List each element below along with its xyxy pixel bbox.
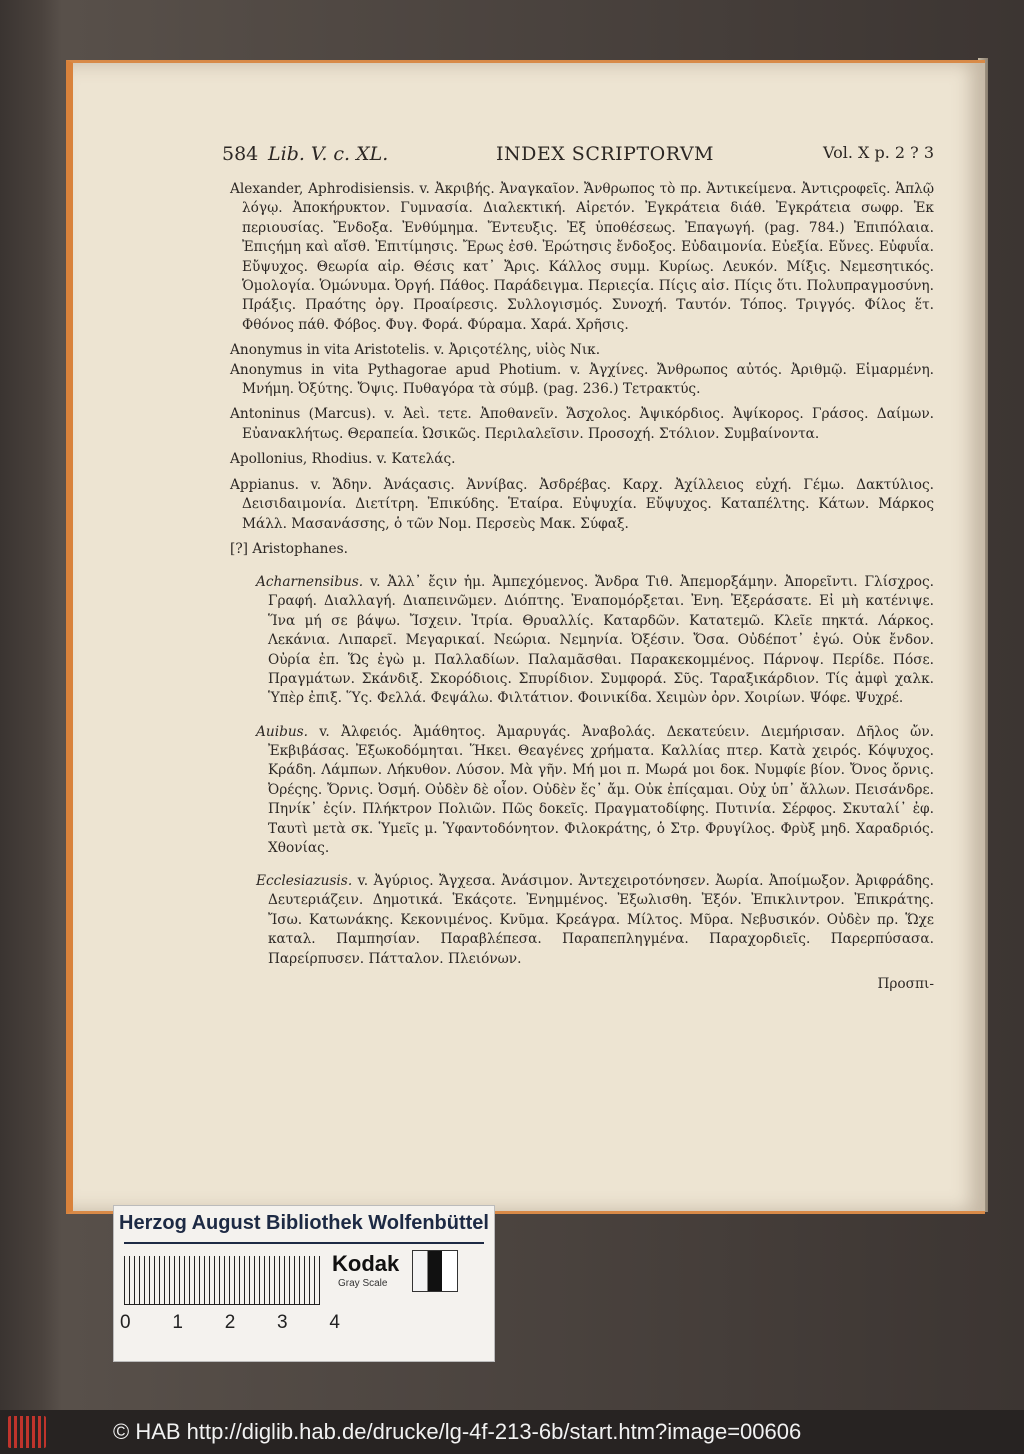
gray-scale-label: Gray Scale	[338, 1278, 388, 1289]
index-subentry	[230, 573, 934, 709]
index-entry: Alexander, Aphrodisiensis. v. Ἀκριβής. Ἀναγκαῖον. Ἄνθρωπος τὸ πρ. Ἀντικείμενα. Ἀντιςροφεῖς. Ἁπλῷ λόγῳ. Ἀποκήρυκτον. Γυμνασία. Διαλεκτική. Αἱρετόν. Ἐγκράτεια διάθ. Ἐγκράτεια σωφρ. Ἐκ περιουσίας. Ἔνδοξα. Ἐνθύμημα. Ἔντευξις. Ἐξ ὑποθέσεως. Ἐπαγωγή. (pag. 784.) Ἐπιπόλαια. Ἐπιςήμη καὶ αἴσθ. Ἐπιτίμησις. Ἔρως ἐσθ. Ἐρώτησις ἔνδοξος. Εὐδαιμονία. Εὐεξία. Εὔνες. Εὐφυΐα. Εὔψυχος. Θεωρία αἱρ. Θέσις κατ᾽ Ἄρις. Κάλλος συμμ. Κυρίως. Λευκόν. Μίξις. Νεμεσητικός. Ὁμολογία. Ὁμώνυμα. Ὀργή. Πάθος. Παράδειγμα. Περιεςία. Πίςις αἰσ. Πίςις ὅτι. Πολυπραγμοσύνη. Πράξις. Πραότης ὀργ. Προαίρεσις. Συλλογισμός. Συνοχή. Ταυτόν. Τόπος. Τριγγός. Φίλος ἕτ. Φθόνος πάθ. Φόβος. Φυγ. Φορά. Φύραμα. Χαρά. Χρῆσις.	[230, 181, 934, 333]
index-entry: Anonymus in vita Aristotelis. v. Ἀριςοτέλης, υἱὸς Νικ.	[230, 342, 601, 359]
subentry-words: v. Ἀγύριος. Ἄγχεσα. Ἀνάσιμον. Ἀντεχειροτόνησεν. Ἀωρία. Ἀποίμωξον. Ἀριφράδης. Δευτεριάζειν. Δημοτικά. Ἑκάςοτε. Ἐνημμένος. Ἐξωλισθη. Ἐξόν. Ἐπικλιντρον. Ἐπικράτης. Ἴσω. Κατωνάκης. Κεκονιμένος. Κνῦμα. Κρεάγρα. Μίλτος. Μῦρα. Νεβυσικόν. Οὐδὲν πρ. Ὥχε καταλ. Παμπησίαν. Παραβλέπεσα. Παραπεπληγμένα. Παραχορδιεῖς. Παρερπύσασα. Παρείρπυσεν. Πάτταλον. Πλειόνων.	[268, 873, 934, 967]
kodak-brand: Kodak	[332, 1251, 400, 1276]
ruler-number: 3	[277, 1312, 288, 1333]
page-number: 584	[222, 143, 259, 165]
ruler-number: 4	[329, 1312, 340, 1333]
section-label: Lib. V. c. XL.	[268, 143, 389, 165]
index-subentry	[230, 872, 934, 969]
scale-ruler	[124, 1256, 320, 1305]
ruler-number: 0	[120, 1312, 131, 1333]
index-text	[230, 180, 934, 995]
work-title: Auibus.	[256, 723, 309, 740]
volume-reference: Vol. X p. 2 ? 3	[822, 143, 934, 162]
ruler-number: 1	[172, 1312, 183, 1333]
index-subentry	[230, 723, 934, 859]
gray-scale-swatch	[412, 1250, 458, 1292]
subentry-words: v. Ἀλλ᾽ ἔςιν ἡμ. Ἀμπεχόμενος. Ἄνδρα Τιθ. Ἀπεμορξάμην. Ἀπορεῖντι. Γλίσχρος. Γραφή. Διαλλαγή. Διαπεινῶμεν. Διόπτης. Ἐναπομόρξεται. Ἐνη. Ἐξεράσατε. Εἰ μὴ κατένιψε. Ἵνα μή σε βάψω. Ἴσχειν. Ἰτρία. Θρυαλλίς. Καταρδῶν. Κατατεμῶ. Κλεῖε πηκτά. Λάρκος. Λεκάνια. Λιπαρεῖ. Μεγαρικαί. Νεώρια. Νεμηνία. Ὀξέσιν. Ὄσα. Οὐδέποτ᾽ ἐγώ. Οὐκ ἔνδον. Οὐρία ἐπ. Ὥς ἐγὼ μ. Παλλαδίων. Παλαμᾶσθαι. Παρακεκομμένος. Πάρνοψ. Περίδε. Πόσε. Πραγμάτων. Σκάνδιξ. Σκορόδιοις. Σπυρίδιον. Συμφορά. Σῦς. Ταραξικάρδιον. Τίς ἀμφὶ χαλκ. Ὑπὲρ ἐπιξ. Ὕς. Φελλά. Φεψάλω. Φιλτάτιον. Φοινικίδα. Χειμὼν ὀρν. Χοιρίων. Ψόφε. Ψυχρέ.	[268, 574, 934, 707]
index-entry: Anonymus in vita Pythagorae apud Photium. v. Ἀγχίνες. Ἄνθρωπος αὐτός. Ἀριθμῷ. Εἱμαρμένη. Μνήμη. Ὀξύτης. Ὄψις. Πυθαγόρα τὰ σύμβ. (pag. 236.) Τετρακτύς.	[230, 361, 934, 398]
work-title: Ecclesiazusis.	[256, 873, 353, 890]
page-title: INDEX SCRIPTORVM	[496, 143, 715, 165]
library-color-card	[113, 1205, 495, 1362]
label-divider	[124, 1242, 484, 1244]
library-name: Herzog August Bibliothek Wolfenbüttel	[119, 1212, 489, 1234]
page-header	[222, 143, 934, 171]
copyright-url[interactable]: © HAB http://diglib.hab.de/drucke/lg-4f-213-6b/start.htm?image=00606	[113, 1419, 802, 1444]
ruler-numbers	[120, 1312, 340, 1334]
index-entry: Antoninus (Marcus). v. Ἀεὶ. τετε. Ἀποθανεῖν. Ἄσχολος. Ἀψικόρδιος. Ἀψίκορος. Γράσος. Δαίμων. Εὐανακλήτως. Θεραπεία. Ὠσικῶς. Περιλαλεῖσιν. Προσοχή. Στόλιον. Συμβαίνοντα.	[230, 406, 934, 442]
hab-logo-icon	[8, 1416, 46, 1448]
work-title: Acharnensibus.	[256, 574, 364, 590]
catchword: Προσπι-	[877, 976, 934, 993]
index-entry: Apollonius, Rhodius. v. Κατελάς.	[230, 451, 456, 468]
subentry-words: v. Ἀλφειός. Ἀμάθητος. Ἀμαρυγάς. Ἀναβολάς. Δεκατεύειν. Διεμήρισαν. Δῆλος ὤν. Ἐκβιβάσας. Ἐξωκοδόμηται. Ἥκει. Θεαγένες χρήματα. Καλλίας πτερ. Κατὰ χειρός. Κόψυχος. Κράδη. Λάμπων. Λήκυθον. Λύσον. Μὰ γῆν. Μή μοι π. Μωρά μοι δοκ. Νυμφίε βίον. Ὄνος ὄρνις. Ὀρέςης. Ὄρνις. Ὀσμή. Οὐδὲν δὲ οἷον. Οὐδὲν ἔς᾽ ἄμ. Οὐκ ἐπίςαμαι. Οὐχ ὑπ᾽ ἄλλων. Πεισάνδρε. Πηνίκ᾽ ἐςίν. Πλήκτρον Πολιῶν. Πῶς δοκεῖς. Πραγματοδίφης. Πυτινία. Σέρφος. Σκυταλί᾽ ἐφ. Ταυτὶ μετὰ σκ. Ὑμεῖς μ. Ὑφαντοδόνητον. Φιλοκράτης, ὁ Στρ. Φρυγίλος. Φρὺξ μηδ. Χαραδριός. Χθονίας.	[268, 723, 934, 856]
footer-bar	[0, 1410, 1024, 1454]
ruler-number: 2	[224, 1312, 236, 1333]
index-entry: Appianus. v. Ἄδην. Ἀνάςασις. Ἀννίβας. Ἀσδρέβας. Καρχ. Ἀχίλλειος εὐχή. Γέμω. Δακτύλιος. Δεισιδαιμονία. Διετίτρη. Ἐπικύδης. Ἑταίρα. Εὐψυχία. Εὔψυχος. Καταπέλτης. Κάτων. Μάρκος Μάλλ. Μασανάσσης, ὁ τῶν Νομ. Περσεὺς Μακ. Σύφαξ.	[230, 476, 934, 532]
index-entry: [?] Aristophanes.	[230, 540, 348, 557]
